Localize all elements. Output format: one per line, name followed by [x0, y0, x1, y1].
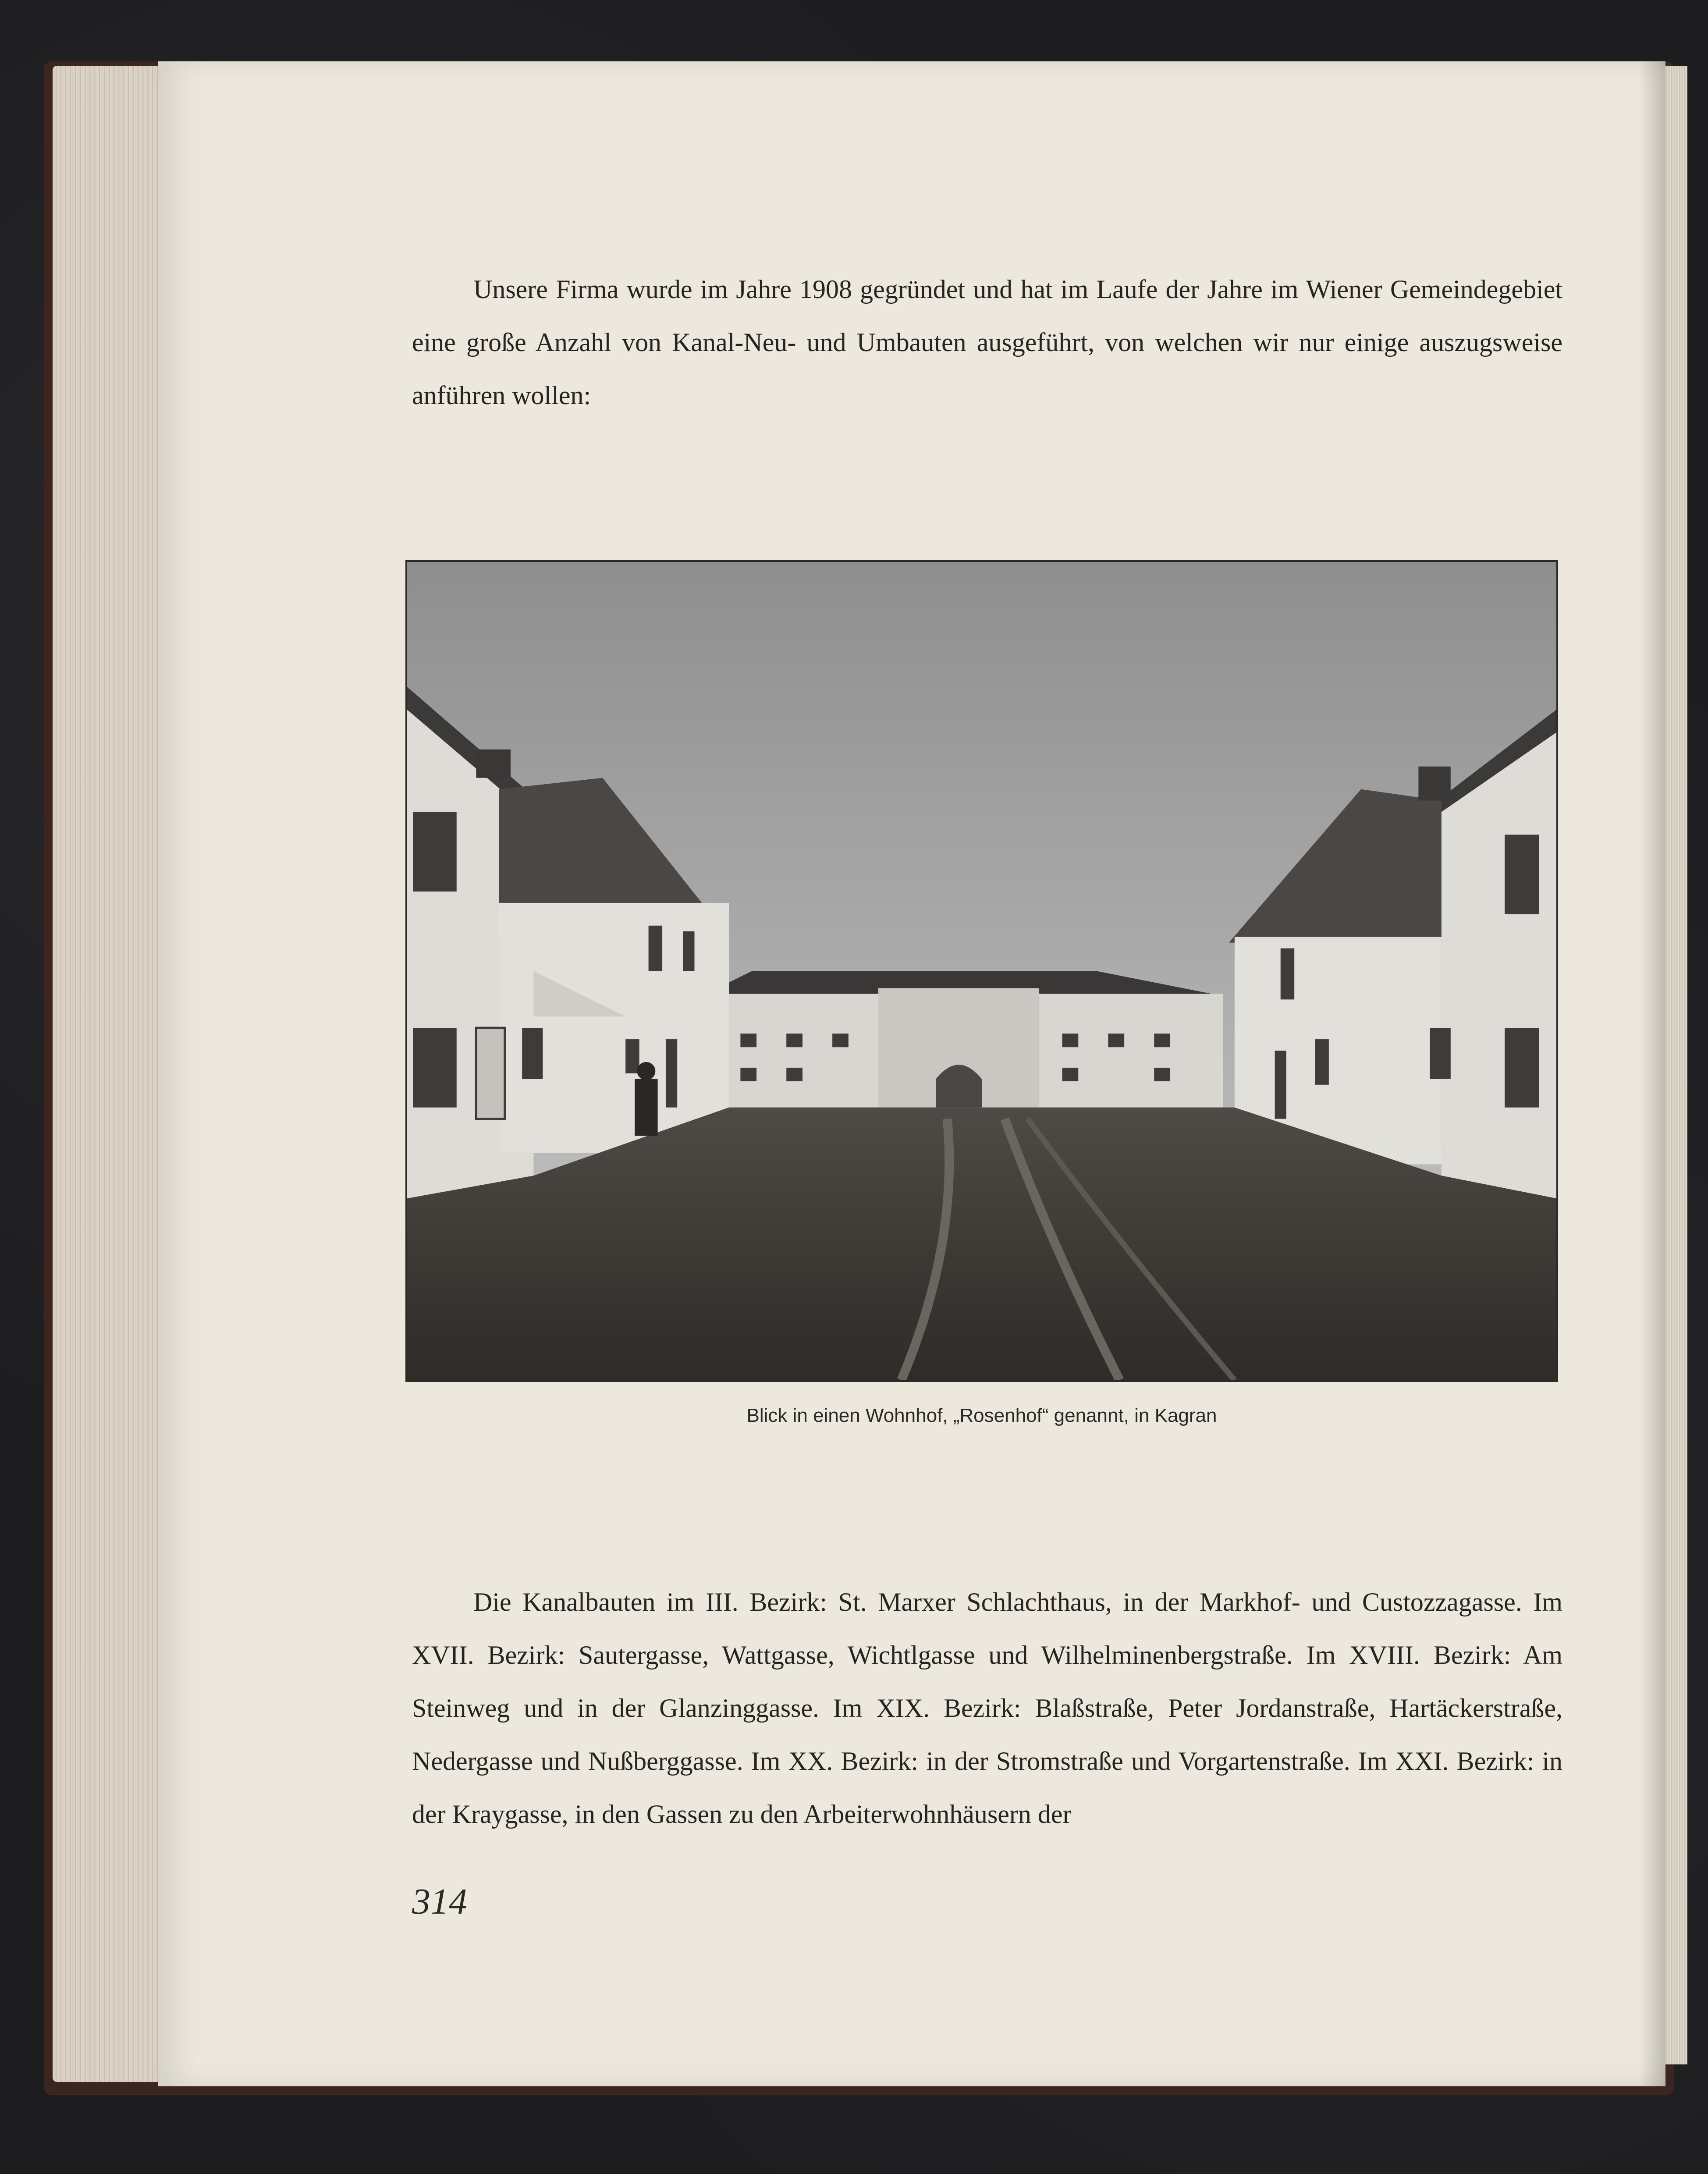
page-number: 314 — [412, 1881, 467, 1922]
districts-paragraph: Die Kanalbauten im III. Bezirk: St. Marxer Schlachthaus, in der Markhof- und Custozzagasse. Im XVII. Bezirk: Sautergasse, Wattgasse, Wichtlgasse und Wilhelminenbergstraße. Im XVIII. Bezirk: Am Steinweg und in der Glanzinggasse. Im XIX. Bezirk: Blaßstraße, Peter Jordanstraße, Hartäckerstraße, Nedergasse und Nußberggasse. Im XX. Bezirk: in der Stromstraße und Vorgartenstraße. Im XXI. Bezirk: in der Kraygasse, in den Gassen zu den Arbeiterwohnhäusern der — [412, 1588, 1562, 1829]
photo-caption: Blick in einen Wohnhof, „Rosenhof“ genannt, in Kagran — [746, 1405, 1217, 1426]
intro-paragraph: Unsere Firma wurde im Jahre 1908 gegründet und hat im Laufe der Jahre im Wiener Gemeindegebiet eine große Anzahl von Kanal-Neu- und Umbauten ausgeführt, von welchen wir nur einige auszugsweise anführen wollen: — [412, 275, 1562, 410]
binding-shadow — [1639, 61, 1665, 2086]
photograph — [405, 560, 1558, 1382]
courtyard-photo-illustration — [407, 562, 1556, 1380]
